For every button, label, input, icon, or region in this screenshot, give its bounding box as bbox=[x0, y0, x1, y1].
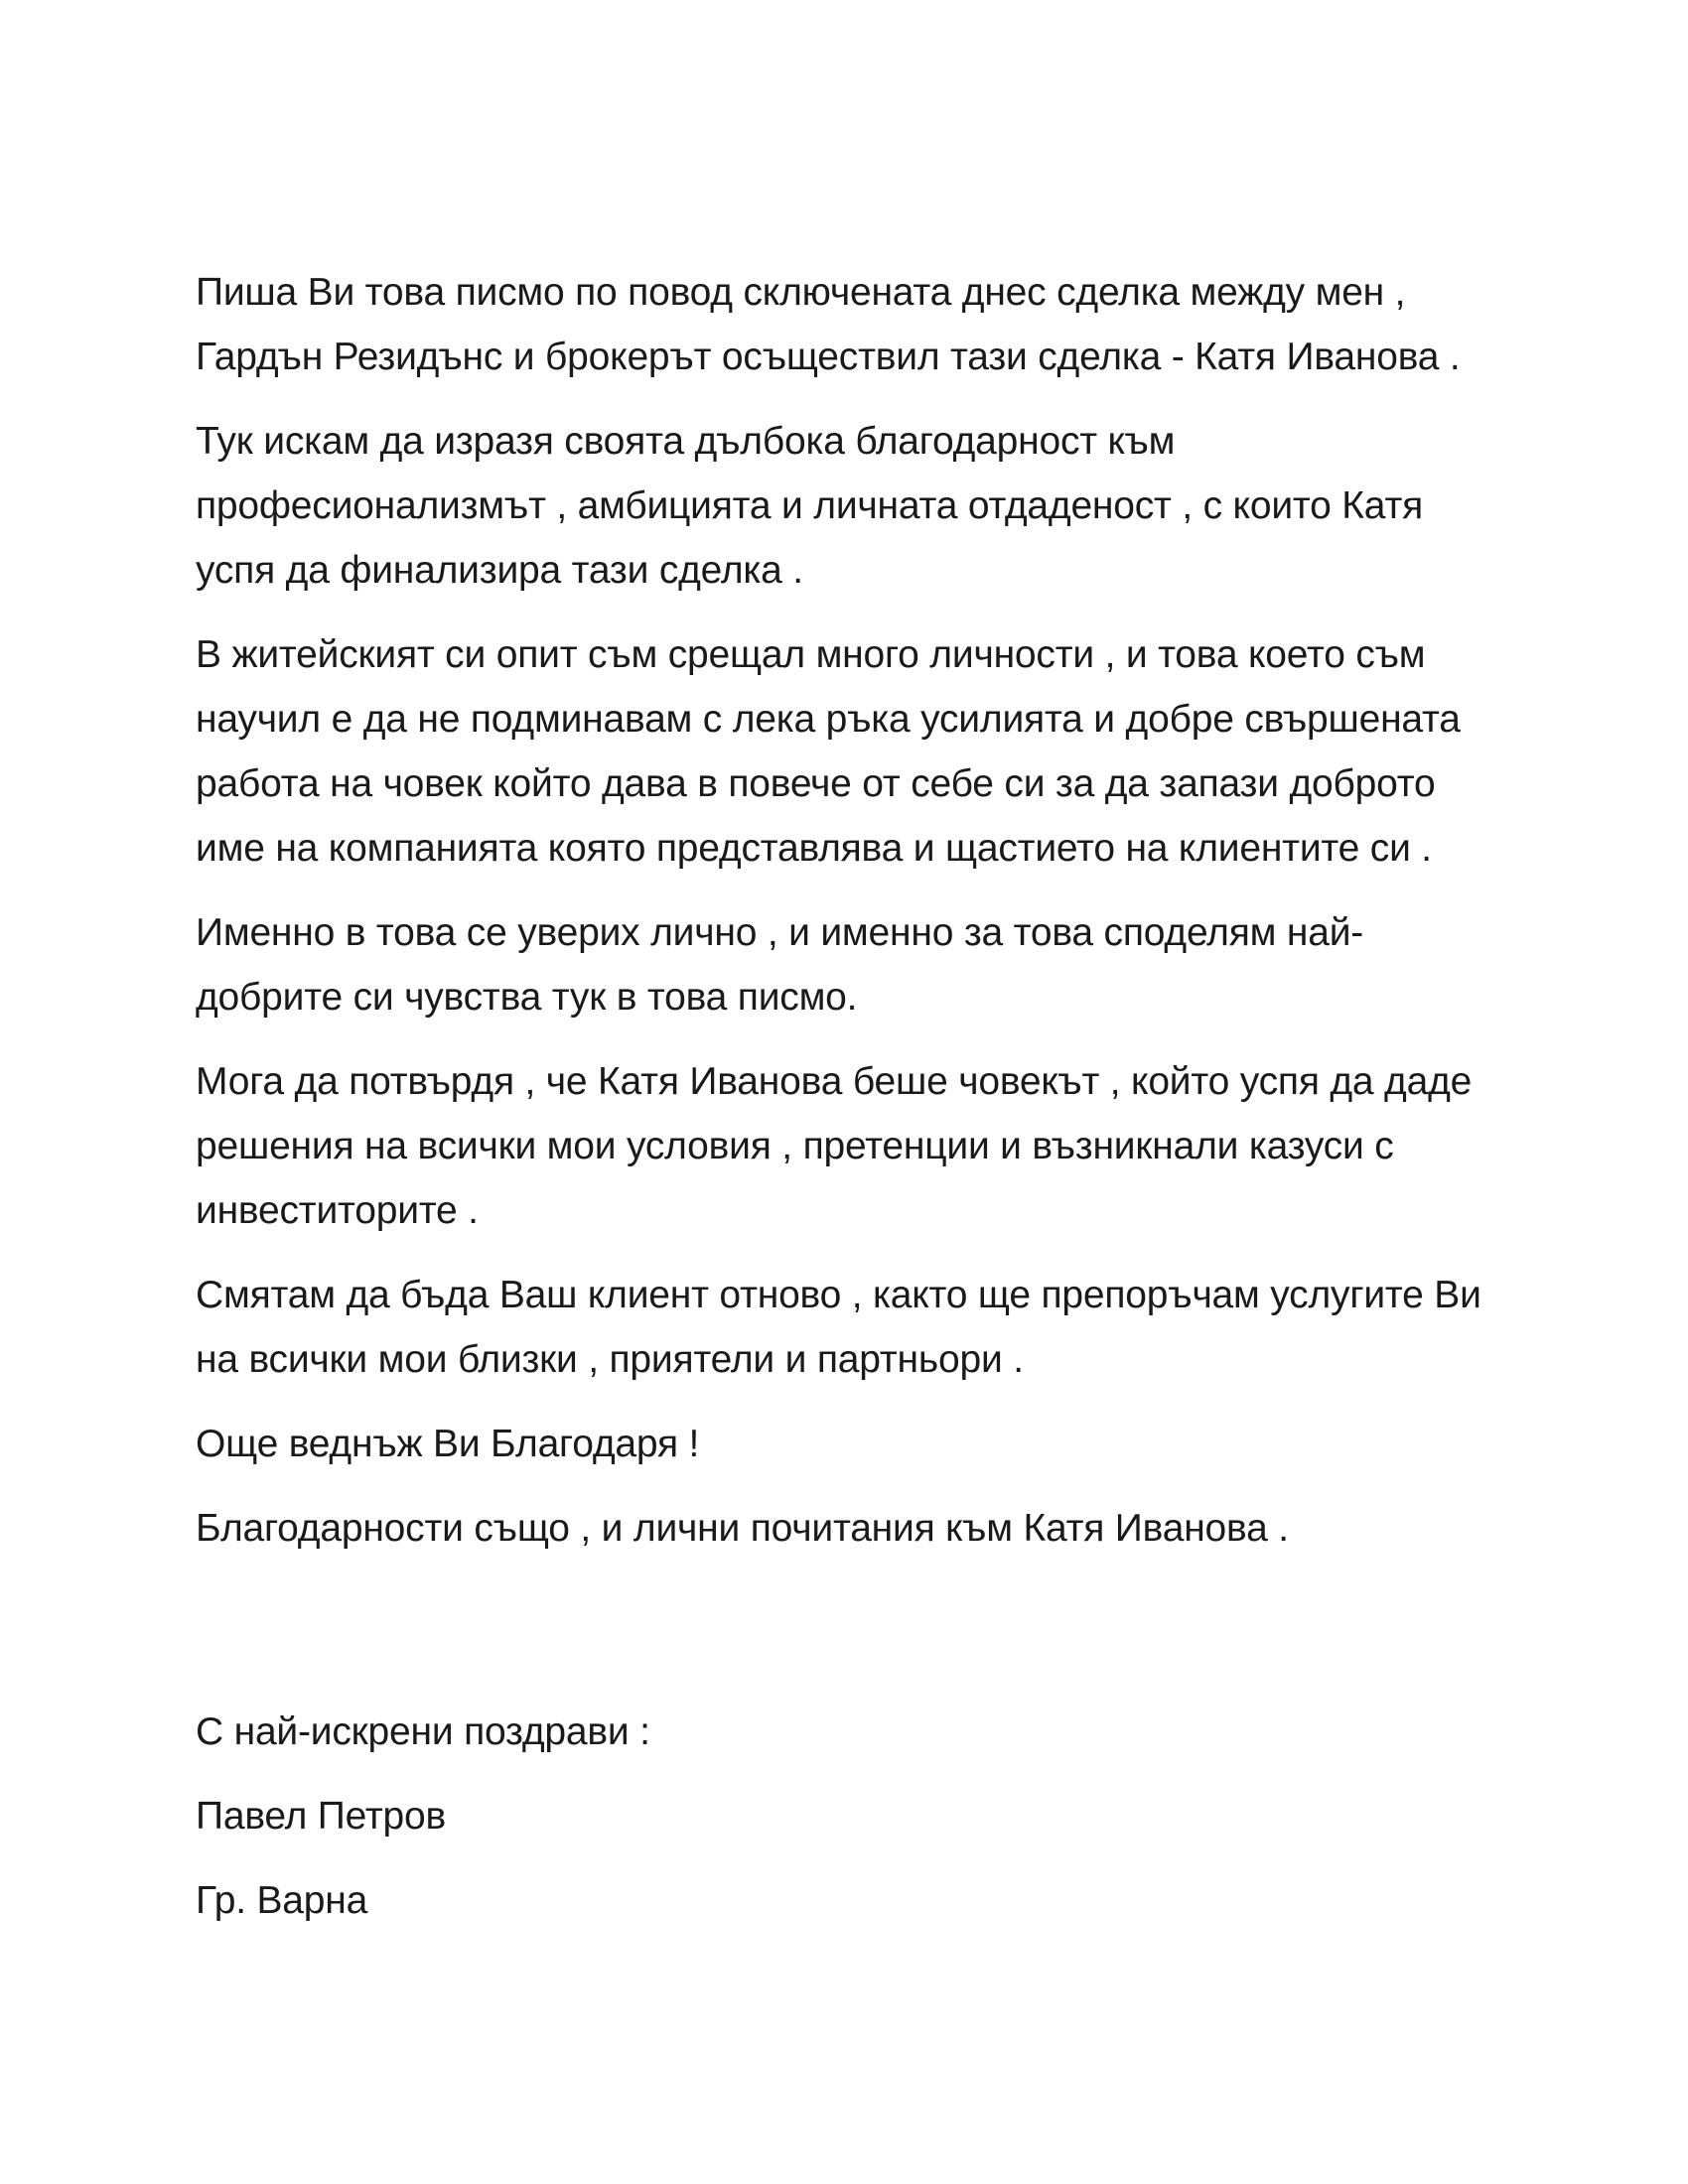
signature-city: Гр. Варна bbox=[196, 1879, 368, 1922]
letter-paragraph-confirmation: Мога да потвърдя , че Катя Иванова беше човекът , който успя да даде решения на всички мои условия , претенции и възникнали казуси с инвеститорите . bbox=[196, 1060, 1473, 1232]
letter-paragraph-future-client: Смятам да бъда Ваш клиент отново , както ще препоръчам услугите Ви на всички мои близки , приятели и партньори . bbox=[196, 1274, 1481, 1381]
closing-salutation: С най-искрени поздрави : bbox=[196, 1710, 650, 1753]
letter-paragraph-opening: Пиша Ви това писмо по повод сключената днес сделка между мен , Гардън Резидънс и брокерът осъществил тази сделка - Катя Иванова . bbox=[196, 271, 1461, 378]
letter-paragraph-experience: В житейският си опит съм срещал много личности , и това което съм научил е да не подминавам с лека ръка усилията и добре свършената работа на човек който дава в повече от себе си за да запази доброто име на компанията която представлява и щастието на клиентите си . bbox=[196, 633, 1461, 870]
signature-name: Павел Петров bbox=[196, 1795, 446, 1838]
letter-paragraph-gratitude: Тук искам да изразя своята дълбока благодарност към професионализмът , амбицията и личната отдаденост , с които Катя успя да финализира тази сделка . bbox=[196, 420, 1424, 592]
letter-body bbox=[196, 260, 1506, 1933]
signature-block bbox=[196, 1700, 1506, 1933]
letter-paragraph-thanks: Още веднъж Ви Благодаря ! bbox=[196, 1423, 700, 1465]
letter-paragraph-regards-to-broker: Благодарности също , и лични почитания към Катя Иванова . bbox=[196, 1507, 1289, 1550]
letter-paragraph-conviction: Именно в това се уверих лично , и именно за това споделям най-добрите си чувства тук в това писмо. bbox=[196, 911, 1364, 1019]
